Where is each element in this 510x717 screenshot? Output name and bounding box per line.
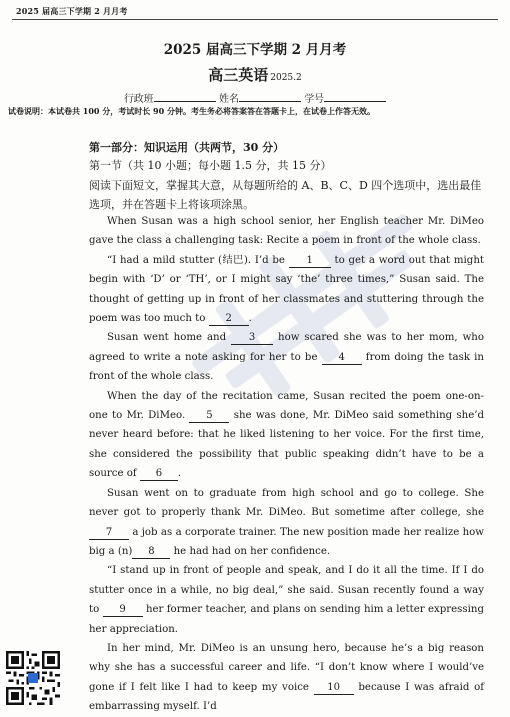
passage-paragraph: Susan went on to graduate from high school and go to college. She never got to properly thank Mr. DiMeo. But sometime after college, she 7 a job as a corporate trainer. The new position made her realize how big a (n) 8 he had had on her confidence.	[89, 487, 484, 557]
blank-3: 3	[231, 332, 273, 345]
blank-1: 1	[289, 255, 331, 268]
blank-6: 6	[140, 468, 178, 481]
subject-date: 2025.2	[270, 73, 302, 83]
passage-paragraph: Susan went home and 3 how scared she was to her mom, who agreed to write a note asking for her to be 4 from doing the task in front of the whole class.	[89, 332, 484, 383]
directions-text: 阅读下面短文，掌握其大意，从每题所给的 A、B、C、D 四个选项中，选出最佳选项，并在答题卡上将该项涂黑。	[89, 179, 482, 211]
header-rule	[12, 19, 498, 20]
subject-title	[0, 64, 510, 85]
blank-2: 2	[209, 313, 249, 326]
class-field[interactable]	[154, 92, 216, 102]
name-field[interactable]	[239, 92, 301, 102]
subsection-heading: 第一节（共 10 小题；每小题 1.5 分，共 15 分）	[89, 159, 332, 172]
exam-title: 2025 届高三下学期 2 月月考	[163, 42, 347, 58]
blank-8: 8	[132, 546, 170, 559]
name-label: 姓名	[219, 94, 239, 105]
section-heading: 第一部分：知识运用（共两节，30 分）	[89, 141, 285, 154]
blank-9: 9	[103, 604, 143, 617]
number-label: 学号	[304, 94, 325, 105]
blank-7: 7	[89, 527, 129, 540]
exam-instructions: 试卷说明：本试卷共 100 分，考试时长 90 分钟。考生务必将答案答在答题卡上，在试卷上作答无效。	[8, 106, 375, 116]
blank-4: 4	[322, 352, 362, 365]
class-label: 行政班	[123, 94, 154, 105]
passage-paragraph: “I had a mild stutter (结巴). I’d be 1 to get a word out that might begin with ‘D’ or ‘TH’, or I might say ‘the’ three times,” Susan said. The thought of getting up in front of her classmates and stuttering through the poem was too much to 2 .	[89, 254, 484, 325]
passage-paragraph: When the day of the recitation came, Susan recited the poem one-on-one to Mr. DiMeo. 5 she was done, Mr. DiMeo said something she’d never heard before: that he liked listening to her voice. For the first time, she considered the possibility that public speaking didn’t have to be a source of 6 .	[89, 390, 485, 480]
passage-paragraph: “I stand up in front of people and speak, and I do it all the time. If I do stutter once in a while, no big deal,” she said. Susan recently found a way to 9 her former teacher, and plans on sending him a letter expressing her appreciation.	[89, 565, 484, 635]
number-field[interactable]	[324, 92, 386, 102]
passage-paragraph: When Susan was a high school senior, her English teacher Mr. DiMeo gave the class a challenging task: Recite a poem in front of the whole class.	[89, 216, 484, 247]
qr-code-icon[interactable]	[6, 651, 60, 705]
running-head: 2025 届高三下学期 2 月月考	[16, 6, 128, 16]
student-info-line	[0, 90, 510, 105]
blank-5: 5	[189, 410, 229, 423]
cloze-passage	[89, 212, 484, 717]
passage-paragraph: In her mind, Mr. DiMeo is an unsung hero, because he’s a big reason why she has a successful career and life. “I don’t know where I would’ve gone if I felt like I had to keep my voice 10 because I was afraid of embarrassing myself. I’d	[89, 642, 484, 713]
subject-name: 高三英语	[208, 66, 269, 84]
blank-10: 10	[314, 682, 354, 695]
